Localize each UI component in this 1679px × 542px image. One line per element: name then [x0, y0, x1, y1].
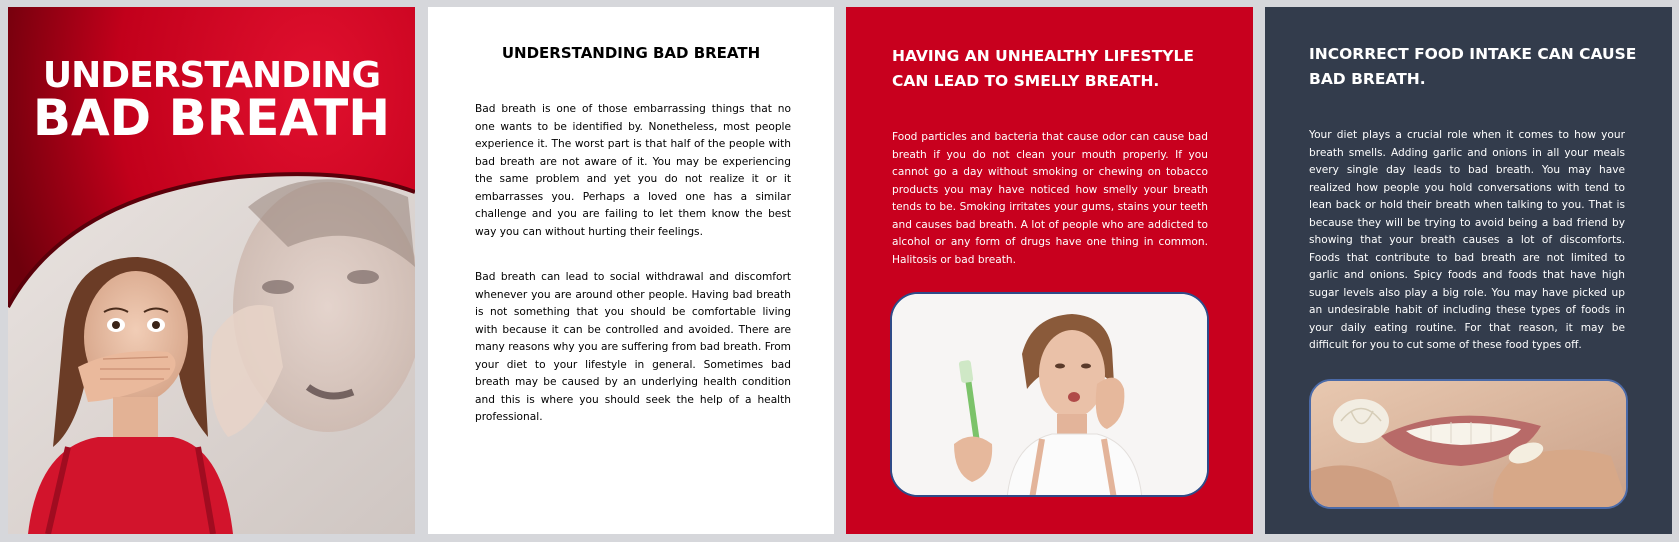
- page-heading: UNDERSTANDING BAD BREATH: [501, 44, 761, 62]
- cover-page: [8, 7, 415, 534]
- eating-garlic-photo: [1309, 379, 1628, 509]
- page-heading: HAVING AN UNHEALTHY LIFESTYLE CAN LEAD TO SMELLY BREATH.: [892, 47, 1194, 90]
- paragraph: Your diet plays a crucial role when it comes to how your breath smells. Adding garlic and onions in all your meals every single day leads to bad breath. You may have realized how people you hold conversations with tend to lean back or hold their breath when talking to you. That is because they will be trying to avoid being a bad friend by showing that your breath causes a lot of discomforts. Foods that contribute to bad breath are not limited to garlic and onions. Spicy foods and foods that have high sugar levels also play a big role. You may have picked up an undesirable habit of including these types of foods in your daily eating routine. For that reason, it may be difficult for you to cut some of these food types off.: [1309, 129, 1625, 351]
- paragraph: Food particles and bacteria that cause odor can cause bad breath if you do not clean your mouth properly. If you cannot go a day without smoking or chewing on tobacco products you may have noticed how smelly your breath tends to be. Smoking irritates your gums, stains your teeth and causes bad breath. A lot of people who are addicted to alcohol or any form of drugs have one thing in common. Halitosis or bad breath.: [892, 131, 1208, 266]
- woman-smelling-breath-photo: [890, 292, 1209, 497]
- page-heading: INCORRECT FOOD INTAKE CAN CAUSE BAD BREATH.: [1309, 45, 1637, 88]
- food-intake-page: [1265, 7, 1672, 534]
- intro-page: [428, 7, 834, 534]
- paragraph: Bad breath is one of those embarrassing things that no one wants to be identified by. Nonetheless, most people experience it. The worst part is that half of the people with bad breath are not aware of it. You may be experiencing the same problem and yet you do not realize it or it embarrasses you. Perhaps a loved one has a similar challenge and you are failing to let them know the best way you can without hurting their feelings.: [475, 103, 791, 238]
- cover-title-line1: UNDERSTANDING: [42, 55, 381, 96]
- lifestyle-page: [846, 7, 1253, 534]
- paragraph: Bad breath can lead to social withdrawal and discomfort whenever you are around other people. Having bad breath is not something that you should be comfortable living with because it can be controlled and avoided. There are many reasons why you are suffering from bad breath. From your diet to your lifestyle in general. Sometimes bad breath may be caused by an underlying health condition and this is where you should seek the help of a health professional.: [475, 271, 791, 423]
- cover-title-line2: BAD BREATH: [32, 89, 391, 147]
